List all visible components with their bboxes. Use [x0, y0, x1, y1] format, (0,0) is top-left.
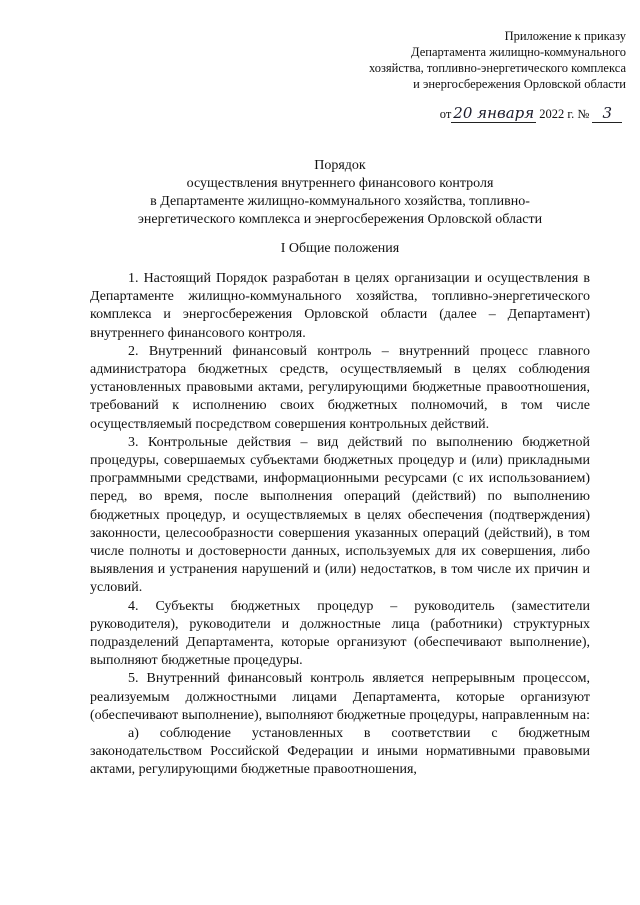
header-line: Приложение к приказу: [504, 29, 626, 43]
header-line: и энергосбережения Орловской области: [413, 77, 626, 91]
paragraph: 2. Внутренний финансовый контроль – внутренний процесс главного администратора бюджетных средств, осуществляемый в целях соблюдения установленных правовыми актами, регулирующими бюджетные правоотношения, требований к исполнению своих бюджетных полномочий, в том числе осуществляемый посредством совершения контрольных действий.: [90, 343, 590, 432]
title-line: в Департаменте жилищно-коммунального хозяйства, топливно-: [150, 194, 530, 209]
paragraph: 5. Внутренний финансовый контроль является непрерывным процессом, реализуемым должностными лицами Департамента, которые организуют (обеспечивают выполнение), выполняют бюджетные процедуры, направленным на:: [90, 671, 590, 723]
title-line: Порядок: [314, 158, 366, 173]
paragraph: 3. Контрольные действия – вид действий по выполнению бюджетной процедуры, совершаемых субъектами бюджетных процедур и (или) прикладными программными средствами, информационными ресурсами (с их использованием) перед, во время, после выполнения операций (действий) по выполнению бюджетных процедур, и осуществляемых в целях обеспечения (подтверждения) законности, целесообразности совершения указанных операций (действий), в том числе полноты и достоверности данных, используемых для их совершения, либо выявления и устранения нарушений и (или) недостатков, в том числе их причин и условий.: [90, 434, 590, 596]
date-year: 2022 г. №: [539, 107, 590, 121]
title-line: энергетического комплекса и энергосбережения Орловской области: [137, 212, 543, 227]
handwritten-order-number: 3: [592, 104, 622, 123]
title-line: осуществления внутреннего финансового контроля: [186, 176, 494, 191]
header-line: хозяйства, топливно-энергетического комплекса: [368, 61, 626, 75]
document-title: [90, 157, 590, 229]
section-heading: I Общие положения: [280, 241, 400, 256]
paragraph: а) соблюдение установленных в соответствии с бюджетным законодательством Российской Федерации и иными нормативными правовыми актами, регулирующими бюджетные правоотношения,: [90, 726, 590, 778]
header-line: Департамента жилищно-коммунального: [411, 45, 626, 59]
paragraph: 4. Субъекты бюджетных процедур – руководитель (заместители руководителя), руководители и должностные лица (работники) структурных подразделений Департамента, которые организуют (обеспечивают выполнение), выполняют бюджетные процедуры.: [90, 598, 590, 669]
document-body: [90, 270, 590, 780]
order-date-line: [362, 104, 622, 123]
paragraph: 1. Настоящий Порядок разработан в целях организации и осуществления в Департаменте жилищно-коммунального хозяйства, топливно-энергетического комплекса и энергосбережения Орловской области (далее – Департамент) внутреннего финансового контроля.: [90, 271, 590, 341]
date-prefix: от: [439, 107, 452, 121]
order-appendix-header: [326, 28, 626, 92]
handwritten-date: 20 января: [453, 104, 535, 122]
